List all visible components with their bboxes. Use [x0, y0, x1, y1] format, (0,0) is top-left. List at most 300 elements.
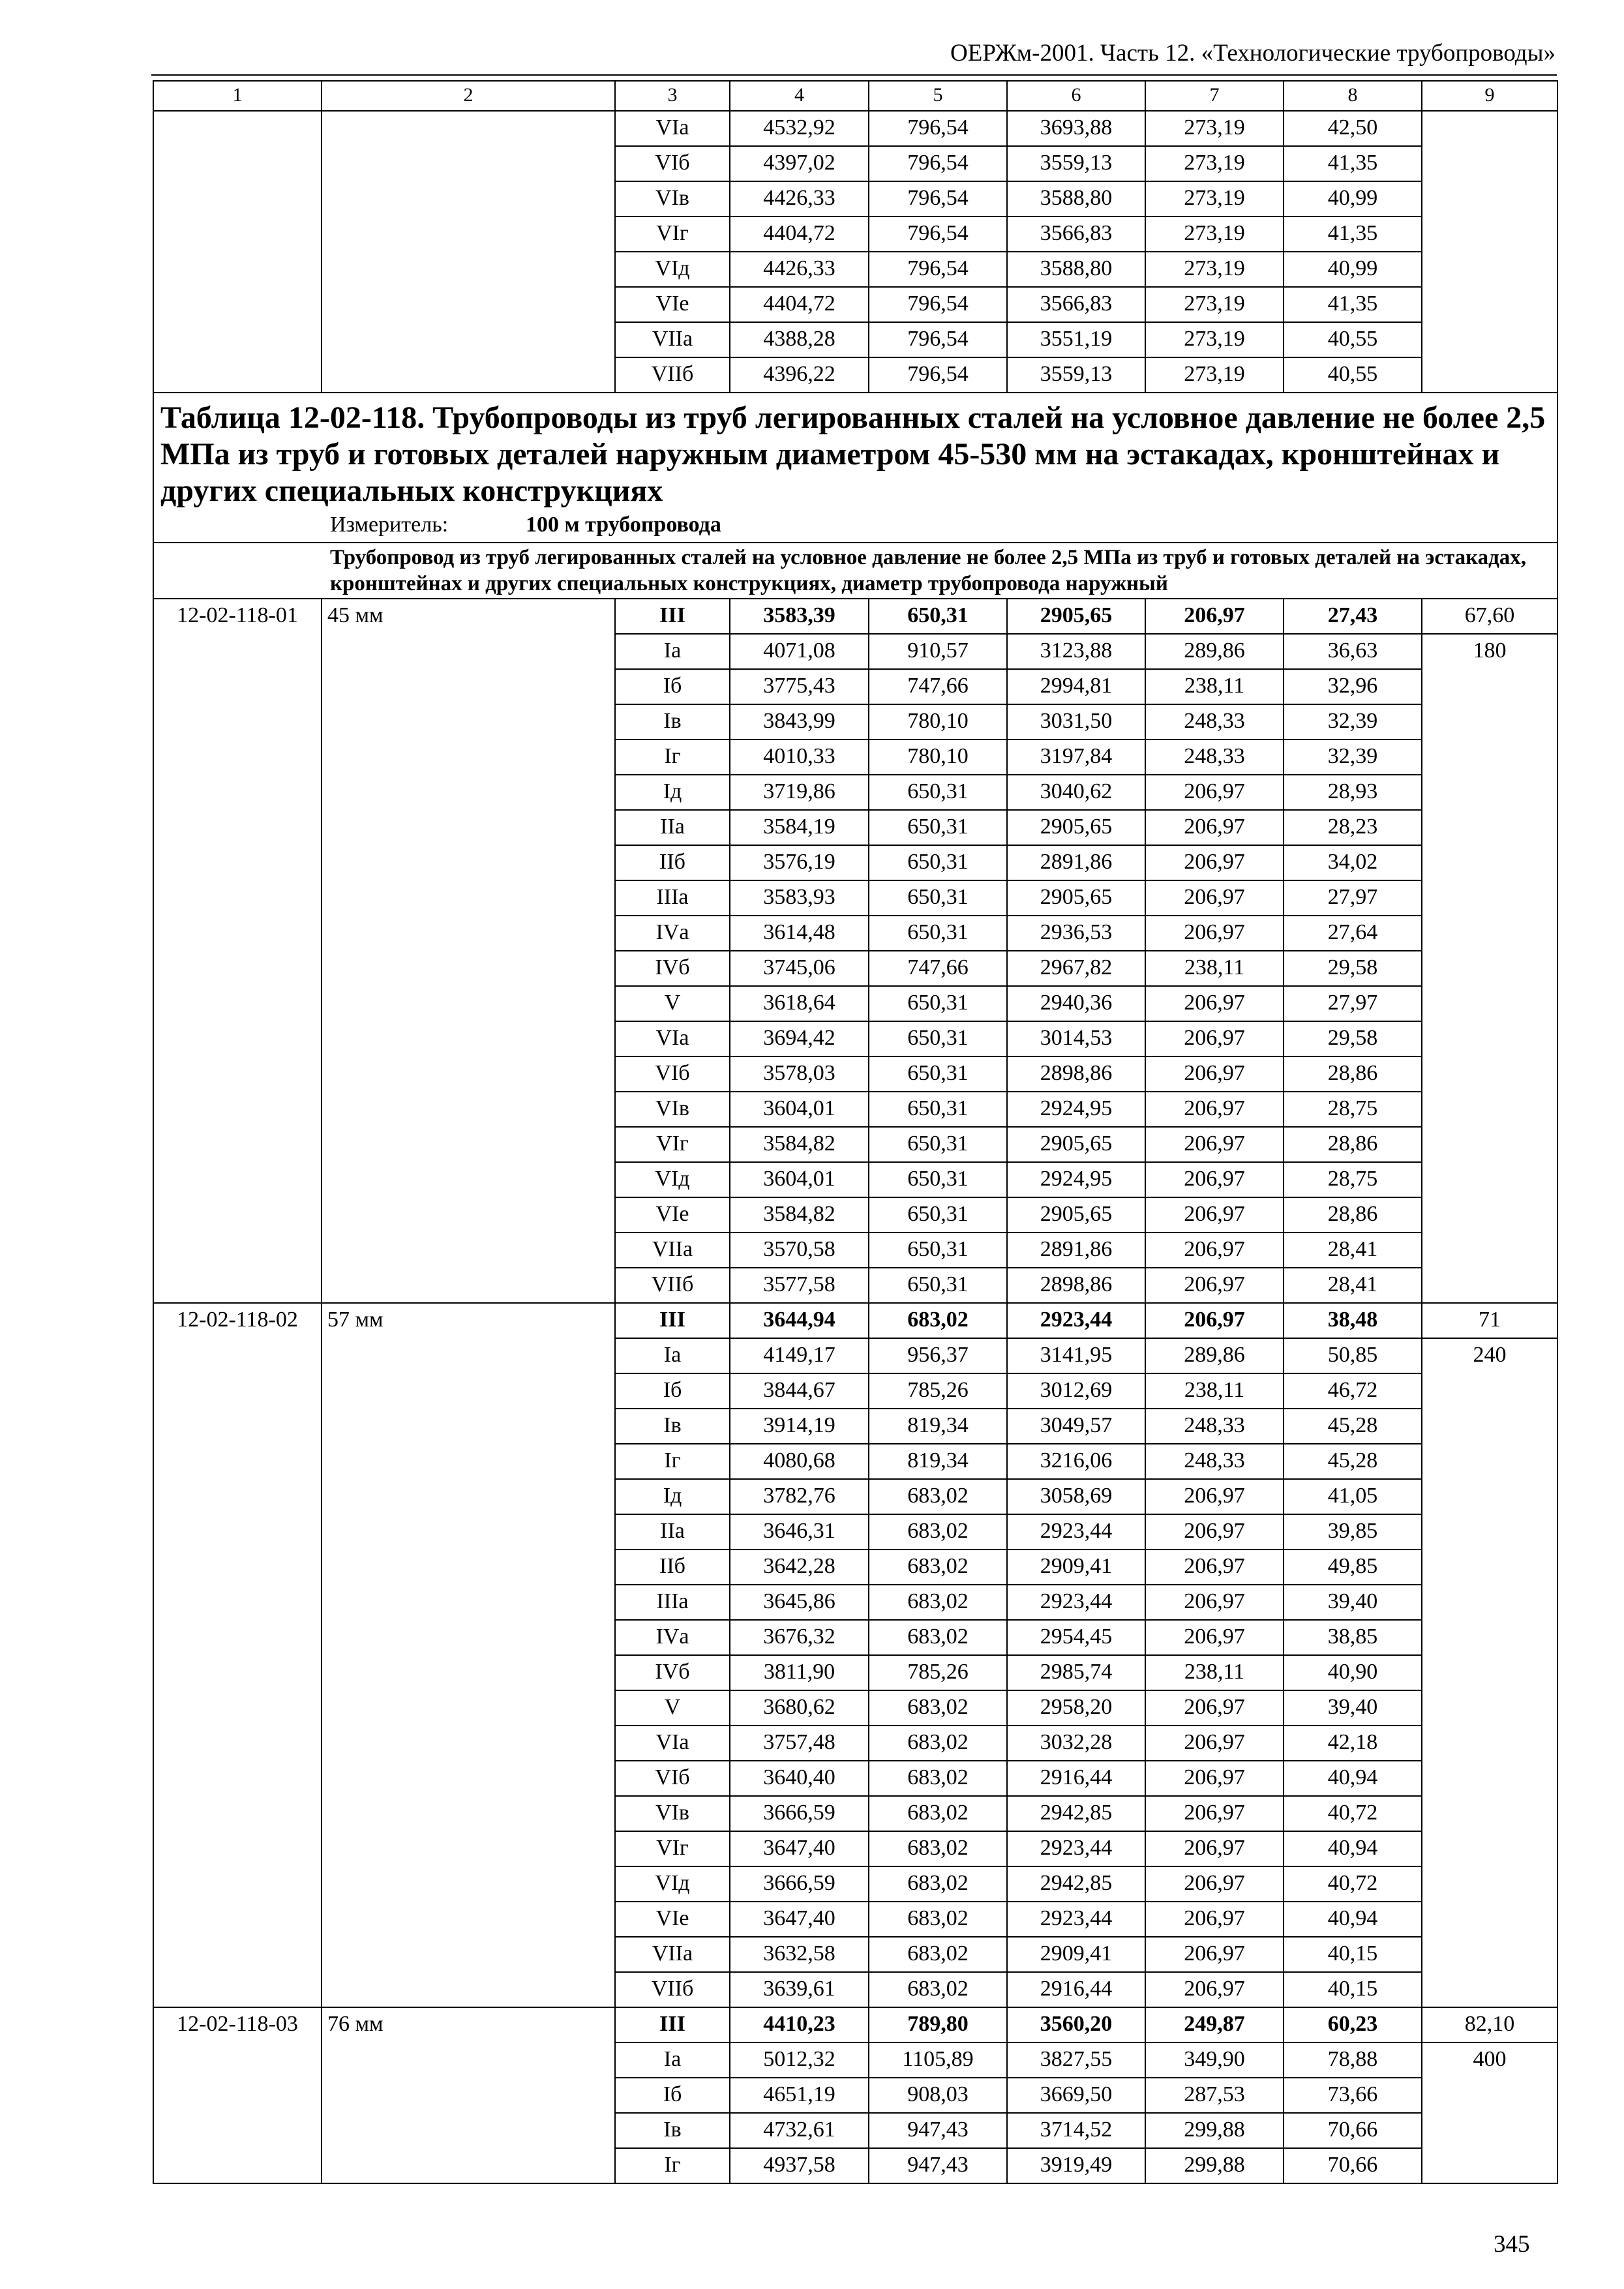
table-cell: 2916,44 [1007, 1972, 1145, 2007]
table-cell: 683,02 [869, 1620, 1007, 1655]
table-cell: VIе [615, 1902, 730, 1937]
table-cell: 206,97 [1145, 916, 1284, 951]
table-cell: 299,88 [1145, 2148, 1284, 2183]
table-cell: 4426,33 [730, 181, 869, 217]
table-subtitle-row [153, 543, 1557, 599]
table-cell: 3693,88 [1007, 111, 1145, 146]
table-cell: 50,85 [1284, 1338, 1422, 1373]
table-cell: VIIа [615, 1233, 730, 1268]
table-cell: 650,31 [869, 775, 1007, 810]
table-cell: IVа [615, 916, 730, 951]
table-cell: VIв [615, 1796, 730, 1831]
table-cell: VIд [615, 1866, 730, 1902]
table-cell: VIг [615, 1831, 730, 1866]
table-cell: 289,86 [1145, 1338, 1284, 1373]
table-cell: 28,23 [1284, 810, 1422, 845]
table-cell: 908,03 [869, 2078, 1007, 2113]
table-cell: VIв [615, 1092, 730, 1127]
table-cell: 206,97 [1145, 1690, 1284, 1726]
table-cell: 238,11 [1145, 951, 1284, 986]
column-number: 1 [153, 81, 322, 111]
table-title: Таблица 12-02-118. Трубопроводы из труб легированных сталей на условное давление не более 2,5 МПа из труб и готовых деталей наружным диаметром 45-530 мм на эстакадах, кронштейнах и других специальных конструкциях [160, 400, 1546, 508]
table-cell: VIIб [615, 357, 730, 393]
table-cell: 29,58 [1284, 1021, 1422, 1056]
table-cell: 3843,99 [730, 704, 869, 740]
table-cell: 683,02 [869, 1479, 1007, 1514]
table-cell: 349,90 [1145, 2042, 1284, 2078]
table-cell: 2924,95 [1007, 1162, 1145, 1197]
table-cell: 785,26 [869, 1373, 1007, 1409]
table-cell: 206,97 [1145, 1268, 1284, 1303]
table-cell: 3559,13 [1007, 357, 1145, 393]
table-cell: 249,87 [1145, 2007, 1284, 2042]
table-row [153, 1303, 1557, 1338]
table-row [153, 111, 1557, 146]
table-cell: 3012,69 [1007, 1373, 1145, 1409]
table-cell: 683,02 [869, 1514, 1007, 1549]
table-cell: 4410,23 [730, 2007, 869, 2042]
table-cell: V [615, 986, 730, 1021]
table-cell: 1105,89 [869, 2042, 1007, 2078]
unit-label: Измеритель: [330, 513, 449, 537]
col9-value: 180 [1422, 634, 1557, 1303]
table-cell: Iг [615, 740, 730, 775]
table-cell: 3666,59 [730, 1796, 869, 1831]
table-cell: 206,97 [1145, 1162, 1284, 1197]
table-cell: VIа [615, 1726, 730, 1761]
table-cell: 3639,61 [730, 1972, 869, 2007]
table-cell: III [615, 1303, 730, 1338]
table-cell: 3570,58 [730, 1233, 869, 1268]
table-cell: 73,66 [1284, 2078, 1422, 2113]
table-cell: 2994,81 [1007, 669, 1145, 704]
table-cell: 39,40 [1284, 1690, 1422, 1726]
column-number: 9 [1422, 81, 1557, 111]
table-cell: 248,33 [1145, 740, 1284, 775]
table-cell: 40,55 [1284, 322, 1422, 357]
table-cell: 206,97 [1145, 1585, 1284, 1620]
table-cell: VIд [615, 252, 730, 287]
table-cell: 3745,06 [730, 951, 869, 986]
table-cell: 3604,01 [730, 1162, 869, 1197]
table-cell: 3666,59 [730, 1866, 869, 1902]
table-cell: 3559,13 [1007, 146, 1145, 181]
table-cell: 2905,65 [1007, 1127, 1145, 1162]
table-cell: 32,39 [1284, 704, 1422, 740]
table-cell: 27,64 [1284, 916, 1422, 951]
table-cell: 796,54 [869, 217, 1007, 252]
table-cell: 2891,86 [1007, 845, 1145, 880]
table-cell: 3775,43 [730, 669, 869, 704]
table-cell: 650,31 [869, 599, 1007, 634]
diameter-cell: 76 мм [322, 2007, 615, 2183]
table-cell: 28,93 [1284, 775, 1422, 810]
table-cell: 248,33 [1145, 704, 1284, 740]
table-cell: 238,11 [1145, 669, 1284, 704]
table-cell: 299,88 [1145, 2113, 1284, 2148]
table-cell: 650,31 [869, 1162, 1007, 1197]
table-cell: 206,97 [1145, 1726, 1284, 1761]
table-cell: 796,54 [869, 357, 1007, 393]
table-cell: 650,31 [869, 986, 1007, 1021]
table-cell: IVа [615, 1620, 730, 1655]
table-cell: 683,02 [869, 1796, 1007, 1831]
table-cell: VIг [615, 1127, 730, 1162]
table-cell: 273,19 [1145, 111, 1284, 146]
column-number: 8 [1284, 81, 1422, 111]
table-cell: 206,97 [1145, 1514, 1284, 1549]
header-rule [151, 74, 1557, 76]
table-cell: 650,31 [869, 845, 1007, 880]
table-cell: 5012,32 [730, 2042, 869, 2078]
table-cell: 206,97 [1145, 880, 1284, 916]
page-number: 345 [1494, 2231, 1530, 2258]
table-cell: Iг [615, 2148, 730, 2183]
table-cell: 683,02 [869, 1937, 1007, 1972]
table-cell: 248,33 [1145, 1409, 1284, 1444]
table-cell: VIIа [615, 322, 730, 357]
table-cell: 683,02 [869, 1549, 1007, 1585]
table-cell: 40,15 [1284, 1937, 1422, 1972]
table-cell: 683,02 [869, 1866, 1007, 1902]
table-cell: Iб [615, 1373, 730, 1409]
table-cell: 206,97 [1145, 1866, 1284, 1902]
table-cell: 206,97 [1145, 845, 1284, 880]
table-cell: 40,55 [1284, 357, 1422, 393]
table-cell: 2940,36 [1007, 986, 1145, 1021]
table-cell: 3642,28 [730, 1549, 869, 1585]
table-cell: 747,66 [869, 669, 1007, 704]
table-cell: VIд [615, 1162, 730, 1197]
table-cell: 683,02 [869, 1585, 1007, 1620]
table-cell: 3588,80 [1007, 252, 1145, 287]
table-cell: Iв [615, 1409, 730, 1444]
table-cell: 650,31 [869, 810, 1007, 845]
table-subtitle: Трубопровод из труб легированных сталей на условное давление не более 2,5 МПа из труб и готовых деталей на эстакадах, кронштейнах и других специальных конструкциях, диаметр трубопровода наружный [153, 543, 1557, 599]
table-cell: 796,54 [869, 146, 1007, 181]
table-cell: 650,31 [869, 1021, 1007, 1056]
table-cell: 819,34 [869, 1444, 1007, 1479]
table-cell: IIIа [615, 880, 730, 916]
table-cell: 41,35 [1284, 217, 1422, 252]
table-cell: 3647,40 [730, 1902, 869, 1937]
table-cell: 273,19 [1145, 322, 1284, 357]
table-cell: 206,97 [1145, 1197, 1284, 1233]
table-cell: 650,31 [869, 1056, 1007, 1092]
diameter-cell: 45 мм [322, 599, 615, 1303]
table-cell: III [615, 599, 730, 634]
column-number-row [153, 81, 1557, 111]
table-cell: 206,97 [1145, 1233, 1284, 1268]
table-cell: VIIб [615, 1268, 730, 1303]
table-cell: 60,23 [1284, 2007, 1422, 2042]
table-cell: 3694,42 [730, 1021, 869, 1056]
table-cell: 32,39 [1284, 740, 1422, 775]
table-cell: 3811,90 [730, 1655, 869, 1690]
table-cell: 796,54 [869, 287, 1007, 322]
table-cell: IVб [615, 1655, 730, 1690]
table-cell: 2905,65 [1007, 880, 1145, 916]
table-cell: 206,97 [1145, 775, 1284, 810]
code-cell: 12-02-118-01 [153, 599, 322, 1303]
table-cell: 28,86 [1284, 1056, 1422, 1092]
table-cell: 3216,06 [1007, 1444, 1145, 1479]
table-cell: 206,97 [1145, 1620, 1284, 1655]
table-cell: 3714,52 [1007, 2113, 1145, 2148]
table-cell: 683,02 [869, 1303, 1007, 1338]
column-number: 5 [869, 81, 1007, 111]
table-cell: 3058,69 [1007, 1479, 1145, 1514]
table-cell: 3197,84 [1007, 740, 1145, 775]
table-cell: 2905,65 [1007, 810, 1145, 845]
col9-value: 240 [1422, 1338, 1557, 2007]
table-cell: 32,96 [1284, 669, 1422, 704]
table-cell: 2923,44 [1007, 1514, 1145, 1549]
table-cell: 683,02 [869, 1902, 1007, 1937]
table-cell: 206,97 [1145, 1303, 1284, 1338]
table-cell: 28,75 [1284, 1092, 1422, 1127]
table-cell: 27,97 [1284, 880, 1422, 916]
table-cell: 4396,22 [730, 357, 869, 393]
table-cell: VIа [615, 1021, 730, 1056]
table-cell: 28,86 [1284, 1127, 1422, 1162]
diameter-cell-empty [322, 111, 615, 393]
table-cell: 3647,40 [730, 1831, 869, 1866]
table-cell: 2916,44 [1007, 1761, 1145, 1796]
table-cell: 289,86 [1145, 634, 1284, 669]
table-cell: VIа [615, 111, 730, 146]
table-cell: 29,58 [1284, 951, 1422, 986]
table-cell: 3584,82 [730, 1127, 869, 1162]
table-cell: 2985,74 [1007, 1655, 1145, 1690]
table-cell: 40,99 [1284, 181, 1422, 217]
table-cell: 789,80 [869, 2007, 1007, 2042]
table-cell: 2936,53 [1007, 916, 1145, 951]
table-cell: 3919,49 [1007, 2148, 1145, 2183]
table-cell: 40,15 [1284, 1972, 1422, 2007]
unit-value: 100 м трубопровода [526, 513, 721, 537]
table-cell: 3827,55 [1007, 2042, 1145, 2078]
table-cell: 2942,85 [1007, 1796, 1145, 1831]
table-cell: 650,31 [869, 916, 1007, 951]
table-cell: 40,94 [1284, 1902, 1422, 1937]
table-cell: VIб [615, 146, 730, 181]
table-cell: IVб [615, 951, 730, 986]
table-cell: 3583,39 [730, 599, 869, 634]
table-cell: VIг [615, 217, 730, 252]
table-cell: 683,02 [869, 1761, 1007, 1796]
table-cell: 41,35 [1284, 146, 1422, 181]
table-cell: 28,86 [1284, 1197, 1422, 1233]
table-cell: 4010,33 [730, 740, 869, 775]
col9-cell-empty [1422, 111, 1557, 393]
diameter-cell: 57 мм [322, 1303, 615, 2007]
table-cell: 273,19 [1145, 357, 1284, 393]
table-cell: Iа [615, 2042, 730, 2078]
table-cell: 206,97 [1145, 1937, 1284, 1972]
table-cell: 28,75 [1284, 1162, 1422, 1197]
table-cell: 4937,58 [730, 2148, 869, 2183]
table-cell: 650,31 [869, 1127, 1007, 1162]
table-cell: VIIб [615, 1972, 730, 2007]
table-cell: 27,97 [1284, 986, 1422, 1021]
table-cell: 3576,19 [730, 845, 869, 880]
table-cell: 206,97 [1145, 986, 1284, 1021]
table-cell: 40,72 [1284, 1866, 1422, 1902]
table-cell: 3583,93 [730, 880, 869, 916]
table-cell: 3031,50 [1007, 704, 1145, 740]
table-cell: 2958,20 [1007, 1690, 1145, 1726]
col9-value: 82,10 [1422, 2007, 1557, 2042]
table-cell: 796,54 [869, 111, 1007, 146]
table-cell: 796,54 [869, 181, 1007, 217]
table-cell: 683,02 [869, 1972, 1007, 2007]
column-number: 7 [1145, 81, 1284, 111]
running-header: ОЕРЖм-2001. Часть 12. «Технологические трубопроводы» [950, 40, 1556, 67]
table-cell: 273,19 [1145, 252, 1284, 287]
table-cell: 3049,57 [1007, 1409, 1145, 1444]
table-cell: 3618,64 [730, 986, 869, 1021]
table-cell: 3123,88 [1007, 634, 1145, 669]
table-cell: 40,90 [1284, 1655, 1422, 1690]
col9-value: 400 [1422, 2042, 1557, 2183]
table-cell: IIIа [615, 1585, 730, 1620]
table-cell: 42,18 [1284, 1726, 1422, 1761]
table-cell: 3646,31 [730, 1514, 869, 1549]
table-cell: 796,54 [869, 252, 1007, 287]
table-cell: 4397,02 [730, 146, 869, 181]
table-cell: 38,48 [1284, 1303, 1422, 1338]
table-cell: 947,43 [869, 2113, 1007, 2148]
table-cell: 3566,83 [1007, 287, 1145, 322]
table-cell: 650,31 [869, 880, 1007, 916]
column-number: 2 [322, 81, 615, 111]
table-cell: 3669,50 [1007, 2078, 1145, 2113]
table-cell: 2954,45 [1007, 1620, 1145, 1655]
table-cell: 28,41 [1284, 1268, 1422, 1303]
table-cell: IIб [615, 845, 730, 880]
table-cell: 910,57 [869, 634, 1007, 669]
table-cell: 4404,72 [730, 287, 869, 322]
table-cell: 3676,32 [730, 1620, 869, 1655]
table-cell: 2898,86 [1007, 1268, 1145, 1303]
table-cell: 206,97 [1145, 1796, 1284, 1831]
table-cell: 819,34 [869, 1409, 1007, 1444]
table-cell: 2923,44 [1007, 1831, 1145, 1866]
table-cell: VIе [615, 1197, 730, 1233]
table-cell: Iа [615, 1338, 730, 1373]
unit-line [160, 511, 1550, 539]
table-cell: 650,31 [869, 1268, 1007, 1303]
table-cell: 2924,95 [1007, 1092, 1145, 1127]
table-cell: 3588,80 [1007, 181, 1145, 217]
table-cell: VIе [615, 287, 730, 322]
table-cell: 3551,19 [1007, 322, 1145, 357]
table-cell: 206,97 [1145, 1479, 1284, 1514]
table-cell: 3645,86 [730, 1585, 869, 1620]
table-cell: Iд [615, 1479, 730, 1514]
table-cell: Iд [615, 775, 730, 810]
table-cell: 4071,08 [730, 634, 869, 669]
table-cell: VIб [615, 1056, 730, 1092]
table-cell: 206,97 [1145, 1972, 1284, 2007]
table-cell: 683,02 [869, 1690, 1007, 1726]
table-cell: 4426,33 [730, 252, 869, 287]
table-cell: 206,97 [1145, 1761, 1284, 1796]
table-cell: 41,35 [1284, 287, 1422, 322]
table-cell: IIа [615, 1514, 730, 1549]
table-cell: 248,33 [1145, 1444, 1284, 1479]
table-cell: 206,97 [1145, 810, 1284, 845]
table-cell: 3584,19 [730, 810, 869, 845]
table-cell: III [615, 2007, 730, 2042]
table-cell: 206,97 [1145, 1021, 1284, 1056]
price-table [153, 80, 1558, 2184]
table-cell: 796,54 [869, 322, 1007, 357]
column-number: 6 [1007, 81, 1145, 111]
table-cell: 206,97 [1145, 599, 1284, 634]
table-cell: VIб [615, 1761, 730, 1796]
table-cell: Iб [615, 2078, 730, 2113]
table-cell: 3566,83 [1007, 217, 1145, 252]
table-cell: 273,19 [1145, 181, 1284, 217]
table-cell: 956,37 [869, 1338, 1007, 1373]
table-cell: 39,40 [1284, 1585, 1422, 1620]
table-cell: 206,97 [1145, 1127, 1284, 1162]
table-cell: 206,97 [1145, 1092, 1284, 1127]
table-cell: 36,63 [1284, 634, 1422, 669]
table-cell: 3680,62 [730, 1690, 869, 1726]
col9-value: 67,60 [1422, 599, 1557, 634]
table-cell: 2909,41 [1007, 1549, 1145, 1585]
table-cell: 3584,82 [730, 1197, 869, 1233]
table-cell: 40,72 [1284, 1796, 1422, 1831]
table-cell: 34,02 [1284, 845, 1422, 880]
table-cell: 273,19 [1145, 217, 1284, 252]
table-cell: 27,43 [1284, 599, 1422, 634]
table-cell: 238,11 [1145, 1373, 1284, 1409]
table-cell: 747,66 [869, 951, 1007, 986]
table-cell: IIб [615, 1549, 730, 1585]
table-cell: 3640,40 [730, 1761, 869, 1796]
table-cell: 78,88 [1284, 2042, 1422, 2078]
table-cell: 273,19 [1145, 287, 1284, 322]
table-cell: 3141,95 [1007, 1338, 1145, 1373]
table-cell: VIIа [615, 1937, 730, 1972]
table-cell: 3604,01 [730, 1092, 869, 1127]
table-cell: 683,02 [869, 1726, 1007, 1761]
table-cell: 206,97 [1145, 1056, 1284, 1092]
table-cell: 4732,61 [730, 2113, 869, 2148]
table-cell: 46,72 [1284, 1373, 1422, 1409]
table-cell: 2923,44 [1007, 1303, 1145, 1338]
table-cell: 3757,48 [730, 1726, 869, 1761]
table-cell: 40,94 [1284, 1761, 1422, 1796]
table-cell: 3614,48 [730, 916, 869, 951]
table-title-cell [153, 393, 1557, 543]
code-cell-empty [153, 111, 322, 393]
column-number: 3 [615, 81, 730, 111]
table-cell: 49,85 [1284, 1549, 1422, 1585]
table-cell: 41,05 [1284, 1479, 1422, 1514]
table-cell: 3632,58 [730, 1937, 869, 1972]
table-cell: 3782,76 [730, 1479, 869, 1514]
table-title-row [153, 393, 1557, 543]
table-cell: 3560,20 [1007, 2007, 1145, 2042]
table-cell: 4080,68 [730, 1444, 869, 1479]
table-cell: 4388,28 [730, 322, 869, 357]
table-cell: VIв [615, 181, 730, 217]
